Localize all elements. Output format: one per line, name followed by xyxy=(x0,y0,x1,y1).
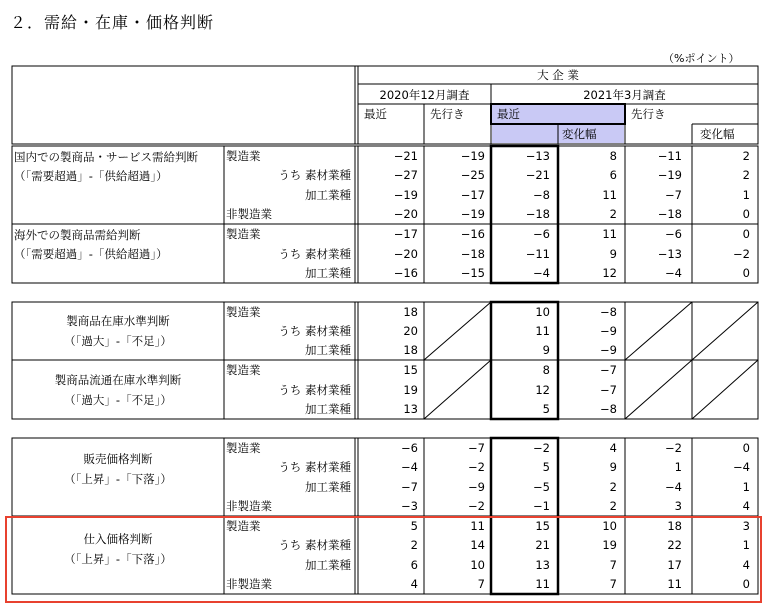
empty-cell-slash xyxy=(692,360,758,419)
cell-curr-recent: −11 xyxy=(525,246,550,261)
row-industry-label: 製造業 xyxy=(226,148,261,163)
empty-cell-slash xyxy=(625,302,692,360)
col-forecast-change: 変化幅 xyxy=(700,127,735,141)
empty-cell-slash xyxy=(424,360,491,419)
cell-recent-change: −8 xyxy=(600,304,617,319)
cell-prev-forecast: −25 xyxy=(460,168,485,183)
cell-recent-change: 11 xyxy=(602,187,617,202)
cell-curr-recent: 11 xyxy=(535,577,550,592)
cell-curr-forecast: −18 xyxy=(657,207,682,222)
row-industry-label: うち 素材業種 xyxy=(278,538,351,553)
cell-recent-change: 12 xyxy=(602,266,617,281)
cell-prev-forecast: −2 xyxy=(468,499,485,514)
row-industry-label: 製造業 xyxy=(226,362,261,377)
cell-curr-recent: 10 xyxy=(535,304,550,319)
cell-prev-recent: −7 xyxy=(401,479,418,494)
cell-prev-forecast: −19 xyxy=(460,148,485,163)
cell-prev-forecast: 10 xyxy=(470,557,485,572)
col-curr-recent: 最近 xyxy=(497,107,520,121)
cell-curr-recent: −1 xyxy=(533,499,550,514)
cell-forecast-change: −2 xyxy=(733,246,750,261)
row-industry-label: うち 素材業種 xyxy=(278,324,351,338)
cell-prev-recent: 18 xyxy=(403,304,418,319)
cell-prev-forecast: −7 xyxy=(468,440,485,455)
cell-prev-forecast: 11 xyxy=(470,518,485,533)
cell-recent-change: −9 xyxy=(600,324,617,338)
unit-note: （%ポイント） xyxy=(663,52,740,65)
section-title-line: （「過大」-「不足」） xyxy=(64,392,172,407)
cell-recent-change: 19 xyxy=(602,538,617,553)
row-industry-label: うち 素材業種 xyxy=(278,246,351,261)
section-title-line: （「上昇」-「下落」） xyxy=(64,472,172,486)
cell-recent-change: 9 xyxy=(609,246,617,261)
col-prev-forecast: 先行き xyxy=(430,107,465,121)
cell-forecast-change: 0 xyxy=(742,207,750,222)
cell-forecast-change: 2 xyxy=(742,168,750,183)
col-curr-change: 変化幅 xyxy=(562,127,597,141)
cell-recent-change: 11 xyxy=(602,226,617,241)
row-industry-label: うち 素材業種 xyxy=(278,460,351,475)
section-title-line: 国内での製商品・サービス需給判断 xyxy=(14,150,198,164)
empty-cell-slash xyxy=(424,302,491,360)
section-title-line: 海外での製商品需給判断 xyxy=(14,228,141,242)
cell-prev-recent: 20 xyxy=(403,324,418,338)
row-industry-label: 加工業種 xyxy=(305,479,351,494)
cell-recent-change: 10 xyxy=(602,518,617,533)
cell-prev-recent: −21 xyxy=(393,148,418,163)
cell-recent-change: 6 xyxy=(609,168,617,183)
cell-curr-recent: −18 xyxy=(525,207,550,222)
cell-recent-change: 2 xyxy=(609,479,617,494)
cell-recent-change: 9 xyxy=(609,460,617,475)
cell-prev-recent: −27 xyxy=(393,168,418,183)
cell-recent-change: −7 xyxy=(600,362,617,377)
section-title-line: （「需要超過」-「供給超過」） xyxy=(14,247,168,261)
cell-prev-forecast: −9 xyxy=(468,479,485,494)
cell-prev-recent: 18 xyxy=(403,343,418,358)
row-industry-label: 製造業 xyxy=(226,304,261,319)
cell-forecast-change: 1 xyxy=(742,479,750,494)
cell-curr-recent: 12 xyxy=(535,382,550,397)
cell-prev-recent: −6 xyxy=(401,440,418,455)
row-industry-label: 非製造業 xyxy=(226,207,272,222)
cell-prev-forecast: −19 xyxy=(460,207,485,222)
section-title-line: （「過大」-「不足」） xyxy=(64,334,172,348)
row-industry-label: 非製造業 xyxy=(226,577,272,592)
cell-prev-recent: 19 xyxy=(403,382,418,397)
cell-recent-change: −9 xyxy=(600,343,617,358)
page-title: ２．需給・在庫・価格判断 xyxy=(10,13,215,32)
cell-curr-forecast: −6 xyxy=(665,226,682,241)
cell-prev-recent: 2 xyxy=(410,538,418,553)
cell-recent-change: −8 xyxy=(600,402,617,417)
cell-recent-change: 7 xyxy=(609,577,617,592)
section-title-line: （「需要超過」-「供給超過」） xyxy=(14,169,168,183)
row-industry-label: 製造業 xyxy=(226,226,261,241)
cell-recent-change: 8 xyxy=(609,148,617,163)
cell-curr-recent: 5 xyxy=(542,460,550,475)
cell-curr-recent: −6 xyxy=(533,226,550,241)
row-industry-label: うち 素材業種 xyxy=(278,168,351,183)
cell-curr-forecast: 18 xyxy=(667,518,682,533)
cell-curr-recent: −21 xyxy=(525,168,550,183)
group-header-large-enterprise: 大 企 業 xyxy=(537,68,579,82)
cell-forecast-change: 4 xyxy=(742,499,750,514)
empty-cell-slash xyxy=(625,360,692,419)
cell-curr-forecast: −19 xyxy=(657,168,682,183)
cell-curr-forecast: 17 xyxy=(667,557,682,572)
cell-forecast-change: 4 xyxy=(742,557,750,572)
survey-prev-header: 2020年12月調査 xyxy=(379,88,470,102)
cell-curr-recent: 9 xyxy=(542,343,550,358)
cell-prev-recent: 15 xyxy=(403,362,418,377)
cell-curr-forecast: 22 xyxy=(667,538,682,553)
cell-forecast-change: 0 xyxy=(742,577,750,592)
cell-prev-recent: −17 xyxy=(393,226,418,241)
cell-prev-forecast: −16 xyxy=(460,226,485,241)
cell-curr-forecast: −7 xyxy=(665,187,682,202)
row-industry-label: 加工業種 xyxy=(305,402,351,417)
cell-curr-forecast: −11 xyxy=(657,148,682,163)
cell-forecast-change: 0 xyxy=(742,266,750,281)
cell-forecast-change: 3 xyxy=(742,518,750,533)
cell-forecast-change: −4 xyxy=(733,460,750,475)
cell-curr-recent: 11 xyxy=(535,324,550,338)
empty-cell-slash xyxy=(692,302,758,360)
row-industry-label: 製造業 xyxy=(226,440,261,455)
section-title-line: 販売価格判断 xyxy=(83,452,153,466)
row-industry-label: 加工業種 xyxy=(305,187,351,202)
section-title-line: 仕入価格判断 xyxy=(83,532,153,546)
cell-curr-recent: 13 xyxy=(535,557,550,572)
cell-forecast-change: 2 xyxy=(742,148,750,163)
cell-forecast-change: 0 xyxy=(742,440,750,455)
cell-prev-recent: −19 xyxy=(393,187,418,202)
cell-curr-recent: 8 xyxy=(542,362,550,377)
cell-prev-forecast: 14 xyxy=(470,538,485,553)
cell-prev-forecast: −17 xyxy=(460,187,485,202)
row-industry-label: 非製造業 xyxy=(226,499,272,514)
cell-curr-recent: −5 xyxy=(533,479,550,494)
section-title-line: 製商品流通在庫水準判断 xyxy=(54,372,182,387)
cell-curr-forecast: 11 xyxy=(667,577,682,592)
section-title-line: （「上昇」-「下落」） xyxy=(64,552,172,566)
cell-prev-recent: −20 xyxy=(393,207,418,222)
cell-prev-recent: −4 xyxy=(401,460,418,475)
col-prev-recent: 最近 xyxy=(364,107,387,121)
cell-prev-forecast: 7 xyxy=(477,577,485,592)
cell-prev-recent: 6 xyxy=(410,557,418,572)
cell-curr-recent: −8 xyxy=(533,187,550,202)
cell-curr-forecast: −13 xyxy=(657,246,682,261)
cell-recent-change: −7 xyxy=(600,382,617,397)
row-industry-label: 製造業 xyxy=(226,518,261,533)
cell-prev-recent: −20 xyxy=(393,246,418,261)
cell-recent-change: 7 xyxy=(609,557,617,572)
cell-recent-change: 2 xyxy=(609,207,617,222)
section-title-line: 製商品在庫水準判断 xyxy=(66,314,170,328)
row-industry-label: 加工業種 xyxy=(305,343,351,358)
cell-curr-recent: 5 xyxy=(542,402,550,417)
cell-prev-forecast: −18 xyxy=(460,246,485,261)
cell-prev-recent: −3 xyxy=(401,499,418,514)
cell-curr-recent: 15 xyxy=(535,518,550,533)
cell-prev-recent: 5 xyxy=(410,518,418,533)
cell-curr-recent: 21 xyxy=(535,538,550,553)
cell-recent-change: 4 xyxy=(609,440,617,455)
cell-prev-recent: −16 xyxy=(393,266,418,281)
cell-prev-recent: 13 xyxy=(403,402,418,417)
cell-curr-forecast: −4 xyxy=(665,479,682,494)
cell-curr-forecast: −4 xyxy=(665,266,682,281)
row-industry-label: うち 素材業種 xyxy=(278,382,351,397)
cell-forecast-change: 0 xyxy=(742,226,750,241)
highlight-annotation-box xyxy=(5,516,762,603)
cell-curr-forecast: 1 xyxy=(674,460,682,475)
cell-curr-recent: −2 xyxy=(533,440,550,455)
cell-curr-recent: −4 xyxy=(533,266,550,281)
cell-forecast-change: 1 xyxy=(742,538,750,553)
cell-prev-forecast: −15 xyxy=(460,266,485,281)
cell-forecast-change: 1 xyxy=(742,187,750,202)
row-industry-label: 加工業種 xyxy=(305,557,351,572)
col-curr-forecast: 先行き xyxy=(631,107,666,121)
survey-curr-header: 2021年3月調査 xyxy=(583,88,666,102)
cell-curr-forecast: −2 xyxy=(665,440,682,455)
cell-prev-recent: 4 xyxy=(410,577,418,592)
row-industry-label: 加工業種 xyxy=(305,266,351,281)
cell-curr-forecast: 3 xyxy=(674,499,682,514)
cell-prev-forecast: −2 xyxy=(468,460,485,475)
cell-recent-change: 2 xyxy=(609,499,617,514)
cell-curr-recent: −13 xyxy=(525,148,550,163)
